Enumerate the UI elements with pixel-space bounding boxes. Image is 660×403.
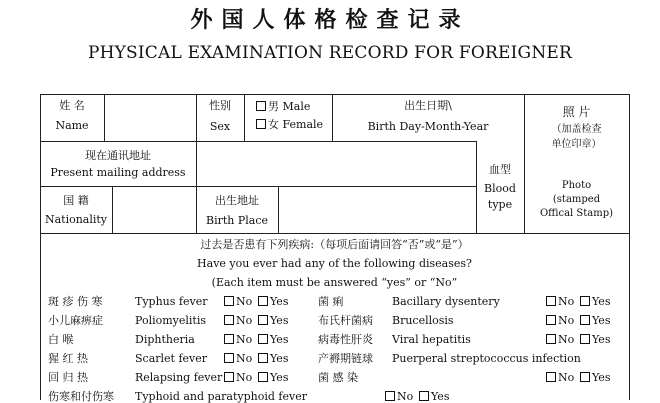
disease-en: Relapsing fever bbox=[135, 371, 223, 384]
disease-cn: 产褥期链球 bbox=[318, 352, 373, 365]
photo-en3: Offical Stamp) bbox=[539, 208, 614, 219]
blood-label-cn: 血型 bbox=[489, 163, 511, 176]
name-field[interactable] bbox=[105, 95, 195, 140]
no-checkbox[interactable] bbox=[546, 296, 556, 306]
no-label: No bbox=[558, 371, 575, 384]
disease-cn: 菌 感 染 bbox=[318, 371, 358, 384]
yes-label: Yes bbox=[270, 333, 289, 346]
address-label-cn: 现在通讯地址 bbox=[85, 149, 151, 162]
no-label: No bbox=[397, 390, 414, 403]
sex-label-en: Sex bbox=[209, 120, 231, 133]
photo-sub2: 单位印章） bbox=[551, 139, 602, 150]
disease-en: Bacillary dysentery bbox=[392, 295, 500, 308]
name-label-en: Name bbox=[55, 119, 89, 132]
disease-cn: 病毒性肝炎 bbox=[318, 333, 373, 346]
yes-label: Yes bbox=[431, 390, 450, 403]
disease-cn: 布氏杆菌病 bbox=[318, 314, 373, 327]
photo-sub1: （加盖检查 bbox=[551, 124, 602, 135]
answer-no[interactable] bbox=[224, 296, 252, 307]
sex-label-right bbox=[244, 94, 245, 141]
answer-yes[interactable] bbox=[258, 372, 288, 383]
yes-label: Yes bbox=[592, 371, 611, 384]
title-chinese: 外国人体格检查记录 bbox=[190, 7, 470, 33]
disease-cn: 白 喉 bbox=[48, 333, 74, 346]
disease-en: Puerperal streptococcus infection bbox=[392, 352, 581, 365]
diseases-note: (Each item must be answered “yes” or “No” bbox=[211, 276, 458, 289]
yes-label: Yes bbox=[270, 371, 289, 384]
photo-label-cn: 照 片 bbox=[562, 105, 591, 119]
no-label: No bbox=[558, 333, 575, 346]
no-checkbox[interactable] bbox=[546, 334, 556, 344]
yes-checkbox[interactable] bbox=[258, 334, 268, 344]
answer-yes[interactable] bbox=[580, 334, 610, 345]
yes-label: Yes bbox=[592, 333, 611, 346]
yes-checkbox[interactable] bbox=[580, 372, 590, 382]
no-label: No bbox=[236, 371, 253, 384]
answer-yes[interactable] bbox=[258, 296, 288, 307]
answer-no[interactable] bbox=[385, 391, 413, 402]
male-option[interactable] bbox=[256, 101, 310, 112]
answer-no[interactable] bbox=[224, 334, 252, 345]
birthplace-field[interactable] bbox=[279, 187, 475, 232]
female-label: 女 Female bbox=[268, 118, 324, 131]
answer-no[interactable] bbox=[546, 296, 574, 307]
no-label: No bbox=[558, 295, 575, 308]
no-checkbox[interactable] bbox=[224, 353, 234, 363]
yes-label: Yes bbox=[592, 295, 611, 308]
address-label-en: Present mailing address bbox=[50, 166, 186, 179]
disease-en: Brucellosis bbox=[392, 314, 454, 327]
disease-en: Diphtheria bbox=[135, 333, 195, 346]
yes-label: Yes bbox=[270, 295, 289, 308]
nationality-label-en: Nationality bbox=[44, 213, 108, 226]
no-checkbox[interactable] bbox=[224, 315, 234, 325]
disease-en: Poliomyelitis bbox=[135, 314, 207, 327]
disease-cn: 回 归 热 bbox=[48, 371, 88, 384]
answer-yes[interactable] bbox=[580, 315, 610, 326]
answer-no[interactable] bbox=[224, 372, 252, 383]
answer-yes[interactable] bbox=[419, 391, 449, 402]
yes-checkbox[interactable] bbox=[258, 372, 268, 382]
no-checkbox[interactable] bbox=[224, 372, 234, 382]
photo-en2: (stamped bbox=[552, 194, 601, 205]
no-checkbox[interactable] bbox=[546, 372, 556, 382]
answer-yes[interactable] bbox=[258, 334, 288, 345]
yes-checkbox[interactable] bbox=[580, 315, 590, 325]
sex-label-cn: 性别 bbox=[209, 99, 231, 112]
answer-no[interactable] bbox=[224, 353, 252, 364]
yes-checkbox[interactable] bbox=[258, 315, 268, 325]
disease-cn: 小儿麻痹症 bbox=[48, 314, 103, 327]
yes-checkbox[interactable] bbox=[258, 296, 268, 306]
no-label: No bbox=[558, 314, 575, 327]
no-label: No bbox=[236, 314, 253, 327]
disease-cn: 猩 红 热 bbox=[48, 352, 88, 365]
birthday-label-cn: 出生日期\ bbox=[404, 99, 452, 112]
disease-en: Typhus fever bbox=[135, 295, 208, 308]
disease-cn: 菌 痢 bbox=[318, 295, 344, 308]
row3-divider bbox=[40, 233, 629, 234]
photo-en1: Photo bbox=[561, 180, 592, 191]
blood-label-en2: type bbox=[487, 198, 513, 211]
birthplace-label-en: Birth Place bbox=[205, 214, 268, 227]
answer-yes[interactable] bbox=[580, 372, 610, 383]
disease-cn: 伤寒和付伤寒 bbox=[48, 390, 114, 403]
no-checkbox[interactable] bbox=[224, 296, 234, 306]
answer-no[interactable] bbox=[546, 372, 574, 383]
title-english: PHYSICAL EXAMINATION RECORD FOR FOREIGNER bbox=[87, 43, 573, 63]
yes-label: Yes bbox=[592, 314, 611, 327]
no-label: No bbox=[236, 352, 253, 365]
table-right-border bbox=[629, 94, 630, 400]
yes-label: Yes bbox=[270, 314, 289, 327]
no-checkbox[interactable] bbox=[224, 334, 234, 344]
diseases-question-cn: 过去是否患有下列疾病:（每项后面请回答“否”或“是”） bbox=[200, 238, 469, 251]
answer-yes[interactable] bbox=[580, 296, 610, 307]
no-checkbox[interactable] bbox=[546, 315, 556, 325]
diseases-question-en: Have you ever had any of the following diseases? bbox=[197, 257, 472, 270]
address-field[interactable] bbox=[197, 142, 475, 185]
female-checkbox[interactable] bbox=[256, 119, 266, 129]
yes-checkbox[interactable] bbox=[258, 353, 268, 363]
answer-no[interactable] bbox=[546, 315, 574, 326]
answer-no[interactable] bbox=[224, 315, 252, 326]
birthplace-label-cn: 出生地址 bbox=[215, 194, 259, 207]
disease-en: Scarlet fever bbox=[135, 352, 208, 365]
nationality-label-cn: 国 籍 bbox=[63, 194, 89, 207]
answer-yes[interactable] bbox=[258, 315, 288, 326]
no-label: No bbox=[236, 295, 253, 308]
birthday-label-en: Birth Day-Month-Year bbox=[367, 120, 489, 133]
no-label: No bbox=[236, 333, 253, 346]
female-option[interactable] bbox=[256, 119, 323, 130]
disease-en: Typhoid and paratyphoid fever bbox=[135, 390, 307, 403]
answer-no[interactable] bbox=[546, 334, 574, 345]
disease-en: Viral hepatitis bbox=[392, 333, 471, 346]
disease-cn: 斑 疹 伤 寒 bbox=[48, 295, 103, 308]
male-label: 男 Male bbox=[268, 100, 311, 113]
blood-label-en1: Blood bbox=[484, 182, 516, 195]
yes-checkbox[interactable] bbox=[580, 296, 590, 306]
answer-yes[interactable] bbox=[258, 353, 288, 364]
yes-checkbox[interactable] bbox=[580, 334, 590, 344]
name-label-cn: 姓 名 bbox=[59, 99, 85, 112]
male-checkbox[interactable] bbox=[256, 101, 266, 111]
yes-label: Yes bbox=[270, 352, 289, 365]
nationality-field[interactable] bbox=[113, 187, 195, 232]
